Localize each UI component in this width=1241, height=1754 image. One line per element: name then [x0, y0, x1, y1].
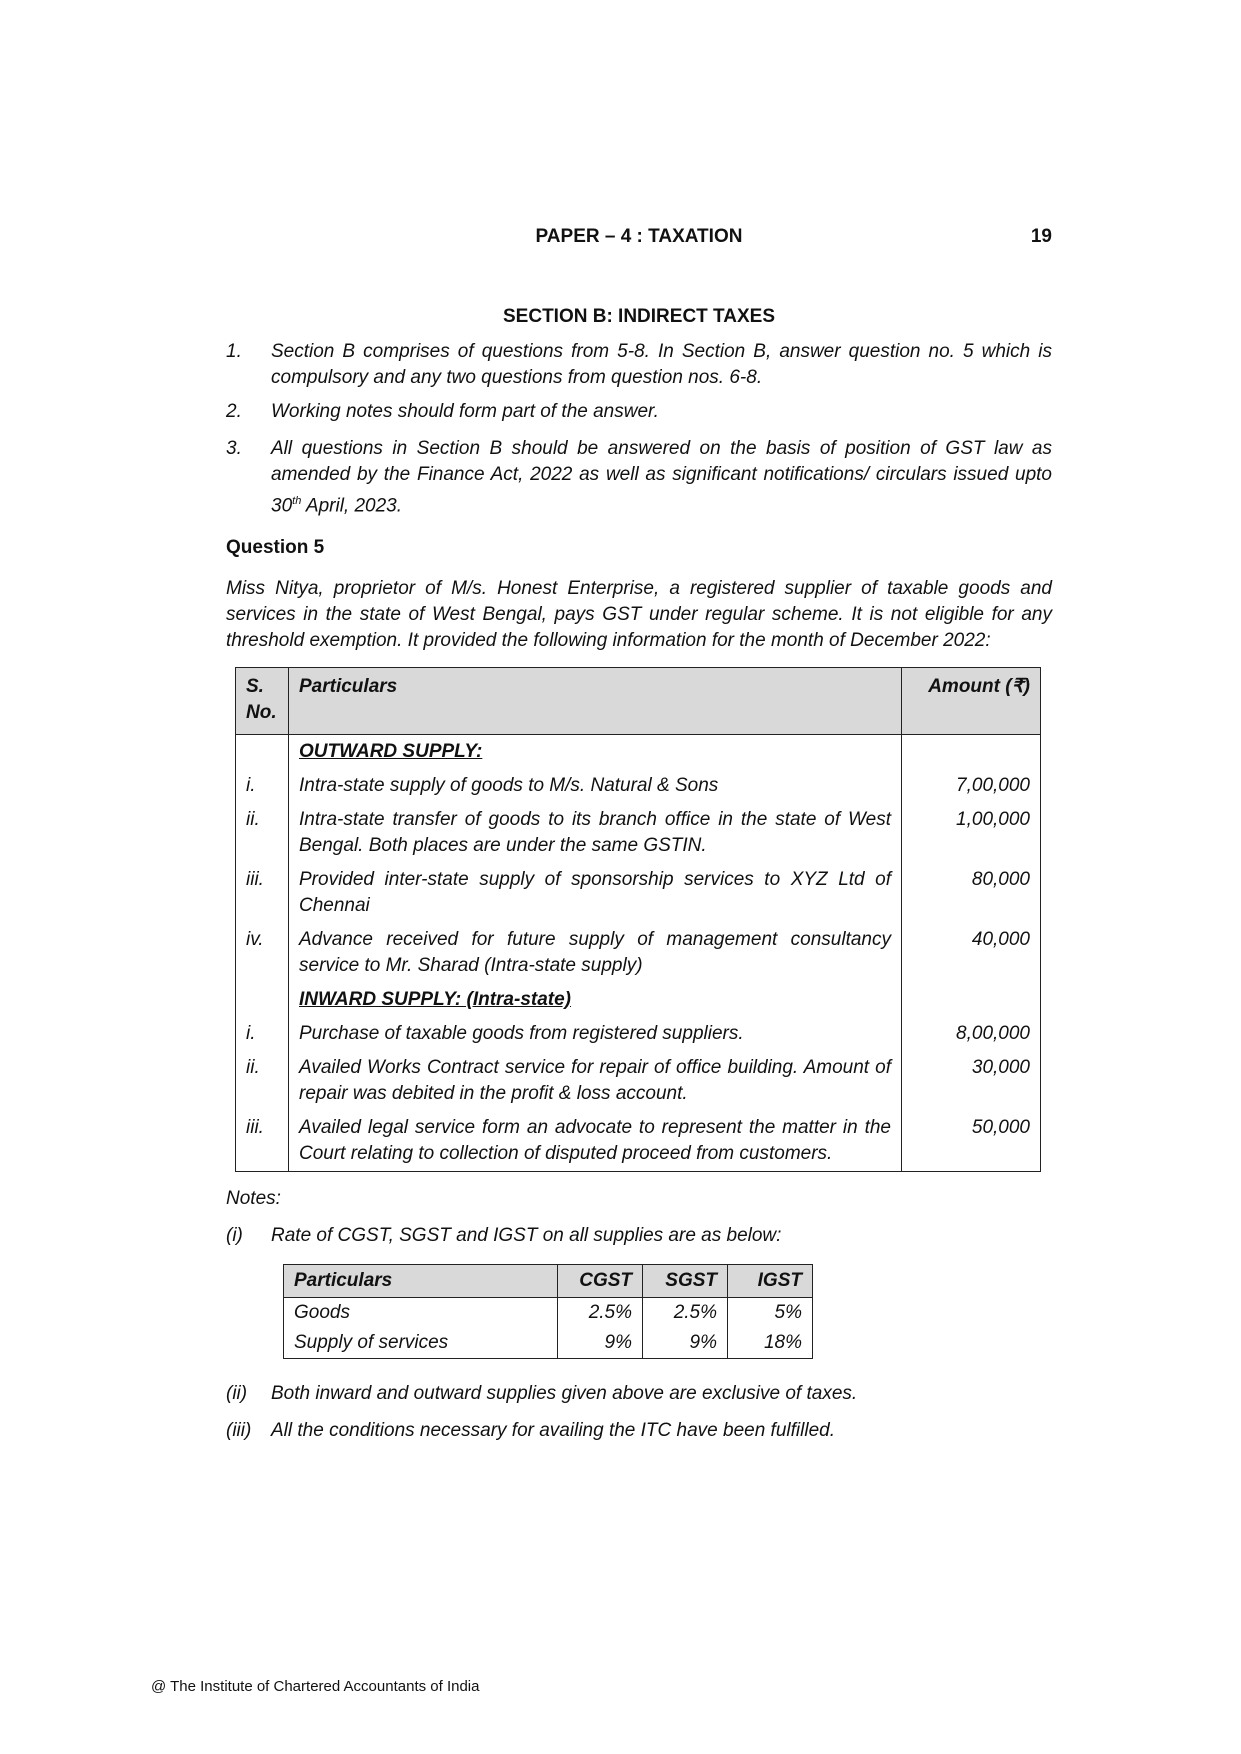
instruction-2 — [226, 399, 1052, 425]
instruction-text-main: All questions in Section B should be answered on the basis of position of GST law as amended by the Finance Act, 2022 as well as significant notifications/ circulars issued upto 30 — [271, 438, 1052, 517]
rate-sgst: 9% — [643, 1328, 728, 1359]
row-sno: ii. — [236, 803, 289, 863]
note-text: All the conditions necessary for availing the ITC have been fulfilled. — [271, 1420, 835, 1441]
note-text: Rate of CGST, SGST and IGST on all supplies are as below: — [271, 1225, 782, 1246]
row-amount: 80,000 — [902, 863, 1041, 923]
instruction-number: 3. — [226, 438, 242, 459]
instruction-text: Section B comprises of questions from 5-8. In Section B, answer question no. 5 which is compulsory and any two questions from question nos. 6-8. — [271, 341, 1052, 388]
instruction-text-end: April, 2023. — [301, 495, 403, 517]
table-row — [236, 735, 1041, 770]
row-sno: i. — [236, 1017, 289, 1051]
row-amount: 30,000 — [902, 1051, 1041, 1111]
row-particulars: Intra-state supply of goods to M/s. Natural & Sons — [289, 769, 902, 803]
section-title: SECTION B: INDIRECT TAXES — [503, 306, 775, 327]
rates-header-sgst: SGST — [643, 1265, 728, 1298]
note-2 — [226, 1383, 1052, 1405]
rate-cgst: 2.5% — [558, 1298, 643, 1329]
rate-particulars: Goods — [284, 1298, 558, 1329]
row-particulars: Purchase of taxable goods from registered suppliers. — [289, 1017, 902, 1051]
rate-sgst: 2.5% — [643, 1298, 728, 1329]
note-number: (ii) — [226, 1383, 248, 1404]
paper-title: PAPER – 4 : TAXATION — [535, 226, 743, 247]
row-particulars: Availed Works Contract service for repair of office building. Amount of repair was debited in the profit & loss account. — [289, 1051, 902, 1111]
rate-igst: 18% — [728, 1328, 813, 1359]
instruction-3 — [226, 436, 1052, 519]
amount-header: Amount (₹) — [902, 668, 1041, 735]
instruction-1 — [226, 339, 1052, 391]
superscript: th — [292, 495, 302, 507]
outward-supply-heading: OUTWARD SUPPLY: — [289, 735, 902, 770]
table-row — [236, 1111, 1041, 1172]
row-amount: 50,000 — [902, 1111, 1041, 1172]
instruction-text — [271, 436, 1052, 519]
table-row — [236, 1051, 1041, 1111]
row-particulars: Intra-state transfer of goods to its branch office in the state of West Bengal. Both places are under the same GSTIN. — [289, 803, 902, 863]
page-number: 19 — [1030, 226, 1052, 247]
row-sno: iii. — [236, 863, 289, 923]
row-particulars: Availed legal service form an advocate to represent the matter in the Court relating to collection of disputed proceed from customers. — [289, 1111, 902, 1172]
row-amount: 1,00,000 — [902, 803, 1041, 863]
notes-label: Notes: — [226, 1188, 281, 1209]
row-particulars: Advance received for future supply of management consultancy service to Mr. Sharad (Intra-state supply) — [289, 923, 902, 983]
rate-particulars: Supply of services — [284, 1328, 558, 1359]
question-heading: Question 5 — [226, 537, 325, 558]
table-row — [284, 1328, 813, 1359]
footer-copyright: @ The Institute of Chartered Accountants of India — [151, 1678, 480, 1695]
row-sno: ii. — [236, 1051, 289, 1111]
table-row — [236, 983, 1041, 1017]
table-row — [236, 803, 1041, 863]
sno-header: S. No. — [236, 668, 289, 735]
row-particulars: Provided inter-state supply of sponsorship services to XYZ Ltd of Chennai — [289, 863, 902, 923]
note-3 — [226, 1420, 1052, 1442]
row-sno: iv. — [236, 923, 289, 983]
instruction-text: Working notes should form part of the answer. — [271, 401, 659, 422]
table-row — [284, 1298, 813, 1329]
note-number: (i) — [226, 1225, 243, 1246]
row-amount: 8,00,000 — [902, 1017, 1041, 1051]
instruction-number: 1. — [226, 341, 242, 362]
rate-igst: 5% — [728, 1298, 813, 1329]
row-sno: iii. — [236, 1111, 289, 1172]
rates-header-cgst: CGST — [558, 1265, 643, 1298]
rate-cgst: 9% — [558, 1328, 643, 1359]
rates-header-particulars: Particulars — [284, 1265, 558, 1298]
rates-table — [283, 1264, 813, 1359]
table-row — [236, 1017, 1041, 1051]
particulars-header: Particulars — [289, 668, 902, 735]
page-header — [226, 226, 1052, 252]
table-header-row — [236, 668, 1041, 735]
supply-table — [235, 667, 1041, 1172]
row-amount: 7,00,000 — [902, 769, 1041, 803]
question-body: Miss Nitya, proprietor of M/s. Honest Enterprise, a registered supplier of taxable goods and services in the state of West Bengal, pays GST under regular scheme. It is not eligible for any threshold exemption. It provided the following information for the month of December 2022: — [226, 578, 1052, 651]
rates-header-row — [284, 1265, 813, 1298]
instruction-number: 2. — [226, 401, 242, 422]
row-sno: i. — [236, 769, 289, 803]
table-row — [236, 863, 1041, 923]
table-row — [236, 769, 1041, 803]
note-text: Both inward and outward supplies given above are exclusive of taxes. — [271, 1383, 858, 1404]
rates-header-igst: IGST — [728, 1265, 813, 1298]
row-amount: 40,000 — [902, 923, 1041, 983]
table-row — [236, 923, 1041, 983]
inward-supply-heading: INWARD SUPPLY: (Intra-state) — [289, 983, 902, 1017]
note-number: (iii) — [226, 1420, 252, 1441]
note-1 — [226, 1225, 1052, 1247]
